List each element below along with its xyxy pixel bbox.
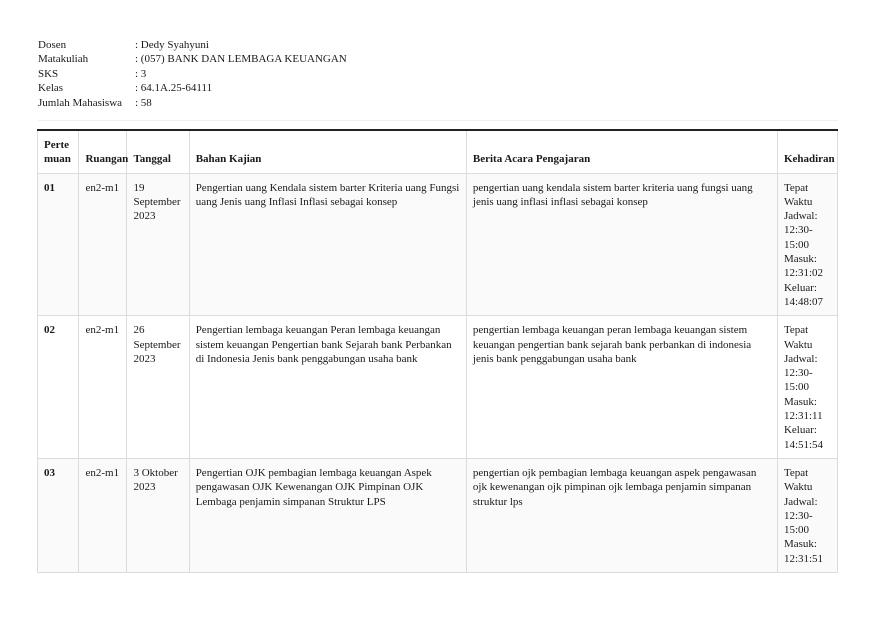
table-row — [38, 173, 838, 316]
cell-ruangan: en2-m1 — [79, 173, 127, 316]
header-kehadiran: Kehadiran — [777, 130, 837, 173]
cell-bahan-kajian: Pengertian lembaga keuangan Peran lembaga keuangan sistem keuangan Pengertian bank Sejarah bank Perbankan di Indonesia Jenis bank penggabungan usaha bank — [189, 316, 466, 459]
info-label: Kelas — [38, 82, 64, 95]
info-label: Matakuliah — [38, 53, 89, 66]
info-row-dosen — [38, 38, 347, 52]
cell-tanggal: 26 September 2023 — [127, 316, 189, 459]
cell-kehadiran — [777, 316, 837, 459]
table-header — [38, 130, 838, 173]
info-value: : 64.1A.25-64111 — [135, 82, 213, 95]
table-row — [38, 316, 838, 459]
cell-kehadiran — [777, 173, 837, 316]
cell-bahan-kajian: Pengertian OJK pembagian lembaga keuangan Aspek pengawasan OJK Kewenangan OJK Pimpinan OJK Lembaga penjamin simpanan Struktur LPS — [189, 458, 466, 572]
kehadiran-keluar: Keluar: 14:51:54 — [783, 424, 824, 451]
info-row-matakuliah — [38, 52, 347, 66]
info-value: : 58 — [135, 96, 152, 109]
cell-ruangan: en2-m1 — [79, 458, 127, 572]
cell-berita-acara: pengertian uang kendala sistem barter kriteria uang fungsi uang jenis uang inflasi inflasi sebagai konsep — [466, 173, 777, 316]
kehadiran-masuk: Masuk: 12:31:51 — [783, 538, 824, 565]
kehadiran-jadwal: Jadwal: 12:30-15:00 — [783, 352, 818, 394]
table-row — [38, 458, 838, 572]
kehadiran-masuk: Masuk: 12:31:11 — [783, 395, 823, 423]
info-value: : Dedy Syahyuni — [135, 39, 209, 51]
info-row-kelas — [38, 81, 347, 95]
header-ruangan: Ruangan — [79, 130, 127, 173]
kehadiran-masuk: Masuk: 12:31:02 — [783, 253, 824, 280]
kehadiran-status: Tepat Waktu — [783, 181, 813, 208]
attendance-table — [37, 129, 838, 573]
info-label: SKS — [38, 67, 59, 80]
divider — [38, 120, 838, 121]
kehadiran-keluar: Keluar: 14:48:07 — [783, 281, 824, 308]
cell-pertemuan: 03 — [38, 458, 79, 572]
info-value: : 3 — [135, 67, 147, 80]
cell-tanggal: 19 September 2023 — [127, 173, 189, 316]
header-bahan-kajian: Bahan Kajian — [189, 130, 466, 173]
cell-tanggal: 3 Oktober 2023 — [127, 458, 189, 572]
cell-pertemuan: 01 — [38, 173, 79, 316]
kehadiran-jadwal: Jadwal: 12:30-15:00 — [783, 495, 818, 537]
cell-berita-acara: pengertian ojk pembagian lembaga keuangan aspek pengawasan ojk kewenangan ojk pimpinan ojk lembaga penjamin simpanan struktur lps — [466, 458, 777, 572]
header-berita-acara: Berita Acara Pengajaran — [466, 130, 777, 173]
kehadiran-jadwal: Jadwal: 12:30-15:00 — [783, 210, 818, 251]
info-row-jumlah-mahasiswa — [38, 96, 347, 110]
info-row-sks — [38, 67, 347, 81]
info-value: : (057) BANK DAN LEMBAGA KEUANGAN — [135, 53, 347, 66]
cell-ruangan: en2-m1 — [79, 316, 127, 459]
info-label: Dosen — [38, 39, 67, 51]
kehadiran-status: Tepat Waktu — [783, 466, 813, 494]
header-pertemuan: Perte muan — [38, 130, 79, 173]
cell-kehadiran — [777, 458, 837, 572]
info-label: Jumlah Mahasiswa — [38, 96, 123, 109]
kehadiran-status: Tepat Waktu — [783, 324, 813, 351]
course-info — [38, 38, 347, 110]
cell-pertemuan: 02 — [38, 316, 79, 459]
cell-berita-acara: pengertian lembaga keuangan peran lembaga keuangan sistem keuangan pengertian bank sejarah bank perbankan di indonesia jenis bank penggabungan usaha bank — [466, 316, 777, 459]
cell-bahan-kajian: Pengertian uang Kendala sistem barter Kriteria uang Fungsi uang Jenis uang Inflasi Inflasi sebagai konsep — [189, 173, 466, 316]
header-tanggal: Tanggal — [127, 130, 189, 173]
